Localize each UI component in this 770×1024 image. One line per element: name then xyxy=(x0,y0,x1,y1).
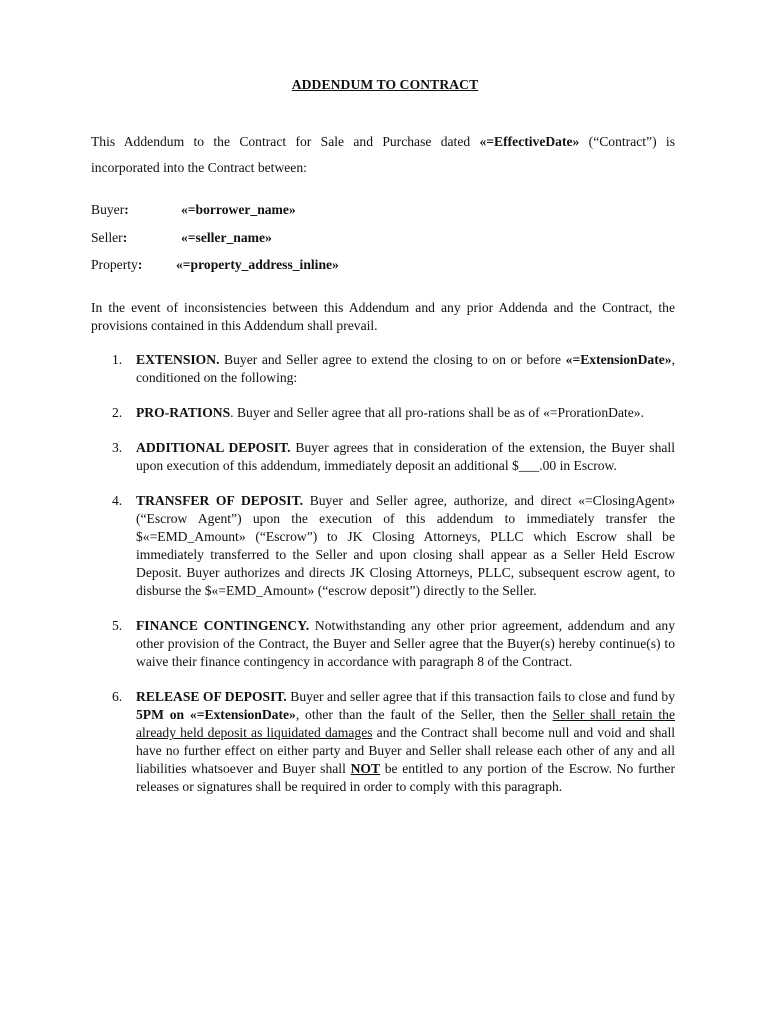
seller-name-field: «=seller_name» xyxy=(181,229,272,245)
party-row-seller xyxy=(91,229,675,257)
deadline-field: 5PM on «=ExtensionDate» xyxy=(136,707,296,722)
document-title: ADDENDUM TO CONTRACT xyxy=(291,77,479,92)
liquidated-damages-clause: Seller shall retain the already held deposit as liquidated damages xyxy=(136,707,675,740)
item-heading: EXTENSION. xyxy=(136,352,220,367)
item-number: 1. xyxy=(112,352,123,367)
intro-paragraph xyxy=(91,129,675,181)
item-number: 6. xyxy=(112,689,123,704)
intro-text-before: This Addendum to the Contract for Sale and Purchase dated xyxy=(91,134,480,149)
item-number: 4. xyxy=(112,493,123,508)
item-number: 5. xyxy=(112,618,123,633)
list-item-release-of-deposit: 6. RELEASE OF DEPOSIT. Buyer and seller agree that if this transaction fails to close and fund by 5PM on «=ExtensionDate», other than the fault of the Seller, then the Seller shall retain the already held deposit as liquidated damages and the Contract shall become null and void and shall have no further effect on either party and Buyer and Seller shall release each other of any and all liabilities whatsoever and Buyer shall NOT be entitled to any portion of the Escrow. No further releases or signatures shall be required in order to comply with this paragraph. xyxy=(112,689,675,794)
list-item-finance-contingency: 5. FINANCE CONTINGENCY. Notwithstanding any other prior agreement, addendum and any other provision of the Contract, the Buyer and Seller agree that the Buyer(s) hereby continue(s) to waive their finance contingency in accordance with paragraph 8 of the Contract. xyxy=(112,618,675,669)
list-item-extension: 1. EXTENSION. Buyer and Seller agree to extend the closing to on or before «=ExtensionDate», conditioned on the following: xyxy=(112,352,675,385)
item-heading: RELEASE OF DEPOSIT. xyxy=(136,689,287,704)
item-number: 3. xyxy=(112,440,123,455)
effective-date-field: «=EffectiveDate» xyxy=(479,134,580,149)
item-heading: FINANCE CONTINGENCY. xyxy=(136,618,310,633)
item-heading: PRO-RATIONS xyxy=(136,405,231,420)
party-label: Seller: xyxy=(91,229,128,245)
intro-text-after: (“Contract”) is incorporated into the Contract between: xyxy=(91,134,675,175)
numbered-list xyxy=(91,351,675,796)
parties-list xyxy=(91,201,675,284)
list-item-additional-deposit: 3. ADDITIONAL DEPOSIT. Buyer agrees that in consideration of the extension, the Buyer shall upon execution of this addendum, immediately deposit an additional $___.00 in Escrow. xyxy=(112,440,675,473)
list-item-prorations: 2. PRO-RATIONS. Buyer and Seller agree that all pro-rations shall be as of «=ProrationDate». xyxy=(112,405,644,420)
inconsistency-paragraph: In the event of inconsistencies between this Addendum and any prior Addenda and the Contract, the provisions contained in this Addendum shall prevail. xyxy=(91,300,675,333)
property-address-field: «=property_address_inline» xyxy=(176,257,339,272)
party-label: Property: xyxy=(91,257,143,272)
party-label: Buyer: xyxy=(91,202,129,217)
item-number: 2. xyxy=(112,405,123,420)
list-item-transfer-of-deposit: 4. TRANSFER OF DEPOSIT. Buyer and Seller agree, authorize, and direct «=ClosingAgent» (“Escrow Agent”) upon the execution of this addendum to immediately transfer the $«=EMD_Amount» (“Escrow”) to JK Closing Attorneys, PLLC which Escrow shall be immediately transferred to the Seller and upon closing shall appear as a Seller Held Escrow Deposit. Buyer authorizes and directs JK Closing Attorneys, PLLC, subsequent escrow agent, to disburse the $«=EMD_Amount» (“escrow deposit”) directly to the Seller. xyxy=(112,493,675,598)
buyer-name-field: «=borrower_name» xyxy=(181,202,296,217)
not-emphasis: NOT xyxy=(350,761,381,776)
item-heading: TRANSFER OF DEPOSIT. xyxy=(136,493,304,508)
party-row-property xyxy=(91,256,675,284)
party-row-buyer xyxy=(91,201,675,229)
extension-date-field: «=ExtensionDate» xyxy=(565,352,672,367)
item-heading: ADDITIONAL DEPOSIT. xyxy=(136,440,291,455)
